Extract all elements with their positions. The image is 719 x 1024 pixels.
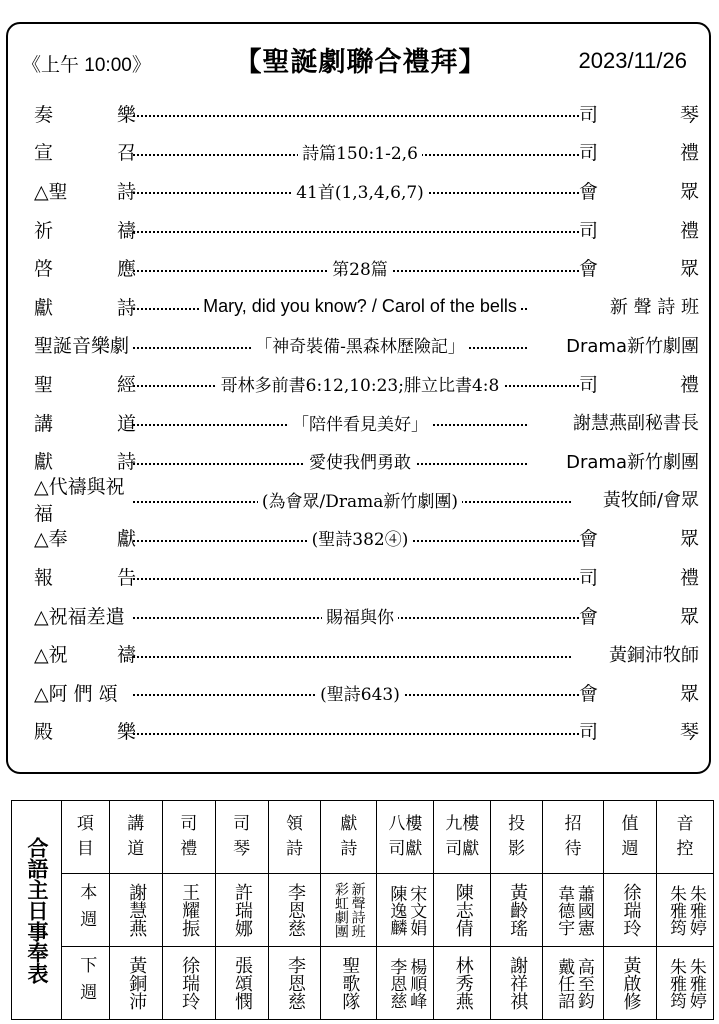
duty-side-label: 合語主日事奉表 (12, 801, 62, 1020)
program-detail-text: 賜福與你 (322, 608, 398, 628)
program-leader: 會 眾 (579, 602, 699, 629)
duty-this-week-cell: 謝慧燕 (109, 874, 162, 947)
program-panel (6, 22, 711, 774)
program-leader: 會 眾 (579, 177, 699, 204)
program-leader: 司 禮 (579, 563, 699, 590)
program-detail-text: Mary, did you know? / Carol of the bells (199, 296, 521, 316)
duty-this-week-cell: 許瑞娜 (215, 874, 268, 947)
duty-next-week-cell: 高至鈞 戴任詔 (543, 947, 604, 1020)
program-item: △祝福差遣 (34, 605, 125, 628)
program-leader: 會 眾 (579, 679, 699, 706)
dot-leader (133, 733, 587, 735)
duty-header-cell: 招 待 (543, 801, 604, 874)
dot-leader (133, 231, 587, 233)
program-leader: 謝慧燕副秘書長 (529, 409, 699, 435)
program-item: 奏 樂 (34, 103, 136, 126)
duty-header-cell: 司 琴 (215, 801, 268, 874)
program-row (8, 634, 713, 673)
program-item: △阿 們 頌 (34, 682, 118, 705)
program-detail-text: (聖詩382④) (308, 530, 413, 550)
program-item: △奉 獻 (34, 528, 136, 551)
program-row (8, 133, 713, 172)
program-detail (133, 603, 587, 628)
duty-header-cell: 司 禮 (162, 801, 215, 874)
duty-this-week-cell: 徐瑞玲 (604, 874, 657, 947)
program-item: 宣 召 (34, 142, 136, 165)
program-row (8, 210, 713, 249)
duty-this-week-cell: 陳志倩 (434, 874, 491, 947)
program-row (8, 673, 713, 712)
program-row (8, 326, 713, 365)
program-detail-text: 哥林多前書6:12,10:23;腓立比書4:8 (217, 376, 504, 396)
program-row (8, 712, 713, 751)
service-title: 【聖誕劇聯合禮拜】 (234, 47, 487, 78)
program-detail-text: 「陪伴看見美好」 (288, 415, 432, 435)
program-row (8, 519, 713, 558)
duty-next-week-cell: 林秀燕 (434, 947, 491, 1020)
program-item: △祝 禱 (34, 644, 136, 667)
duty-this-week-cell: 李恩慈 (268, 874, 321, 947)
program-leader: 司 琴 (579, 100, 699, 127)
program-detail (133, 332, 587, 357)
duty-header-row (12, 801, 714, 874)
program-detail (133, 410, 587, 435)
duty-this-week-cell: 新聲詩班 彩虹劇團 (321, 874, 377, 947)
program-detail (133, 680, 587, 705)
duty-header-cell: 項 目 (61, 801, 109, 874)
program-row (8, 557, 713, 596)
duty-roster-table (11, 800, 714, 1020)
program-detail (133, 296, 587, 317)
program-detail-text: 詩篇150:1-2,6 (298, 144, 422, 164)
duty-next-week-cell: 聖歌隊 (321, 947, 377, 1020)
duty-header-cell: 九樓 司獻 (434, 801, 491, 874)
duty-this-week-cell: 黃齡瑤 (491, 874, 543, 947)
duty-header-cell: 音 控 (656, 801, 713, 874)
program-item: 講 道 (34, 412, 136, 435)
program-detail-text: 愛使我們勇敢 (305, 453, 415, 473)
program-row (8, 364, 713, 403)
program-leader: 黃銅沛牧師 (571, 641, 699, 667)
program-detail (133, 371, 587, 396)
program-item: 獻 詩 (34, 296, 136, 319)
duty-next-week-cell: 黃啟修 (604, 947, 657, 1020)
duty-header-cell: 八樓 司獻 (377, 801, 434, 874)
program-item: 聖誕音樂劇 (34, 335, 130, 358)
duty-next-week-cell: 李恩慈 (268, 947, 321, 1020)
service-date: 2023/11/26 (578, 48, 687, 73)
program-item: 祈 禱 (34, 219, 136, 242)
program-row (8, 248, 713, 287)
program-leader: 新 聲 詩 班 (529, 293, 699, 319)
duty-next-week-cell: 黃銅沛 (109, 947, 162, 1020)
program-detail (133, 487, 587, 512)
program-row (8, 403, 713, 442)
duty-header-cell: 投 影 (491, 801, 543, 874)
program-item: 獻 詩 (34, 451, 136, 474)
program-row (8, 596, 713, 635)
dot-leader (133, 578, 587, 580)
program-detail (133, 178, 587, 203)
program-detail (133, 525, 587, 550)
program-detail-text: 第28篇 (328, 260, 392, 280)
program-detail-text: 41首(1,3,4,6,7) (292, 183, 428, 203)
program-row (8, 476, 713, 526)
program-row (8, 287, 713, 326)
program-leader: 黃牧師/會眾 (571, 486, 699, 512)
duty-next-week-cell: 徐瑞玲 (162, 947, 215, 1020)
program-item: 殿 樂 (34, 721, 136, 744)
program-item: △聖 詩 (34, 180, 136, 203)
duty-this-week-cell: 宋文娟 陳逸麟 (377, 874, 434, 947)
duty-header-cell: 獻 詩 (321, 801, 377, 874)
duty-header-cell: 講 道 (109, 801, 162, 874)
program-leader: 司 琴 (579, 717, 699, 744)
duty-this-week-row (12, 874, 714, 947)
duty-next-week-cell: 謝祥祺 (491, 947, 543, 1020)
program-leader: 會 眾 (579, 254, 699, 281)
program-leader: Drama新竹劇團 (529, 448, 699, 474)
order-of-service (8, 94, 713, 750)
dot-leader (133, 656, 587, 658)
program-detail-text: 「神奇裝備-黑森林歷險記」 (251, 337, 469, 357)
program-row (8, 94, 713, 133)
duty-next-week-row (12, 947, 714, 1020)
program-item: 聖 經 (34, 373, 136, 396)
program-item: △代禱與祝福 (34, 476, 125, 526)
this-week-label: 本週 (61, 874, 109, 947)
duty-this-week-cell: 朱雅婷 朱雅筠 (656, 874, 713, 947)
dot-leader (133, 115, 587, 117)
program-item: 啓 應 (34, 258, 136, 281)
duty-header-cell: 值 週 (604, 801, 657, 874)
duty-next-week-cell: 楊順峰 李恩慈 (377, 947, 434, 1020)
program-leader: Drama新竹劇團 (529, 332, 699, 358)
duty-header-cell: 領 詩 (268, 801, 321, 874)
program-detail-text: (為會眾/Drama新竹劇團) (258, 492, 462, 512)
program-leader: 會 眾 (579, 524, 699, 551)
program-detail-text: (聖詩643) (316, 685, 404, 705)
duty-next-week-cell: 張頌憫 (215, 947, 268, 1020)
program-detail (133, 255, 587, 280)
next-week-label: 下週 (61, 947, 109, 1020)
duty-this-week-cell: 蕭國憲 韋德宇 (543, 874, 604, 947)
program-item: 報 告 (34, 566, 136, 589)
program-row (8, 171, 713, 210)
program-detail (133, 139, 587, 164)
program-detail (133, 448, 587, 473)
program-leader: 司 禮 (579, 216, 699, 243)
service-time: 《上午 10:00》 (22, 55, 151, 76)
program-leader: 司 禮 (579, 138, 699, 165)
duty-next-week-cell: 朱雅婷 朱雅筠 (656, 947, 713, 1020)
program-leader: 司 禮 (579, 370, 699, 397)
duty-this-week-cell: 王耀振 (162, 874, 215, 947)
